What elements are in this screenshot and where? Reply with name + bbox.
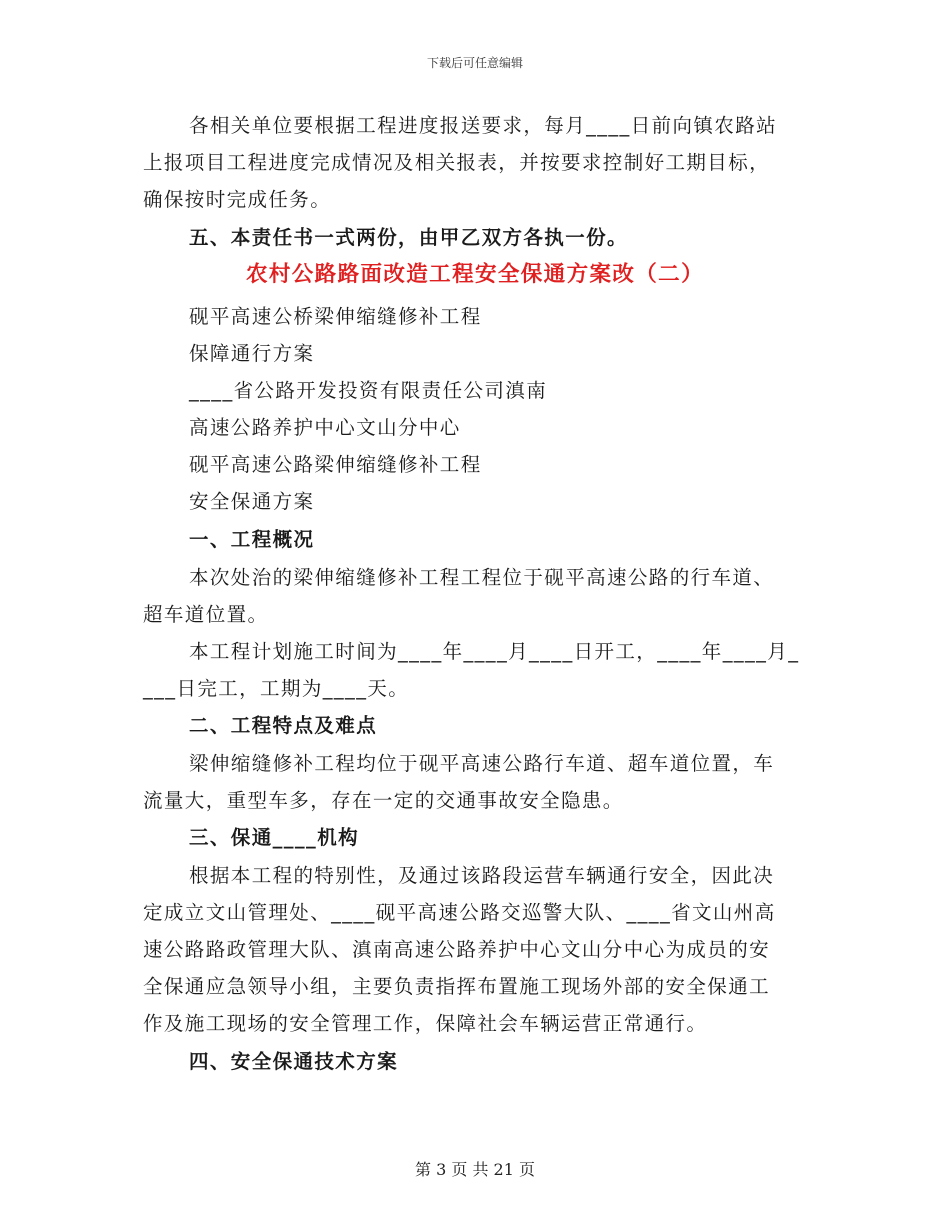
page-footer: 第 3 页 共 21 页 (415, 1160, 535, 1179)
paragraph-line: 根据本工程的特别性，及通过该路段运营车辆通行安全，因此决 (189, 864, 775, 887)
text-line: 高速公路养护中心文山分中心 (189, 416, 461, 439)
document-title: 农村公路路面改造工程安全保通方案改（二） (245, 262, 704, 287)
paragraph-line: 本次处治的梁伸缩缝修补工程工程位于砚平高速公路的行车道、 (189, 566, 775, 589)
page-header: 下载后可任意编辑 (426, 56, 523, 70)
paragraph-line: 全保通应急领导小组，主要负责指挥布置施工现场外部的安全保通工 (143, 975, 771, 998)
text-line: 保障通行方案 (189, 342, 315, 365)
section-item-5: 五、本责任书一式两份，由甲乙双方各执一份。 (189, 226, 628, 249)
paragraph-line: 确保按时完成任务。 (143, 188, 332, 211)
section-heading-2: 二、工程特点及难点 (189, 714, 378, 737)
paragraph-line: 速公路路政管理大队、滇南高速公路养护中心文山分中心为成员的安 (143, 938, 771, 961)
paragraph-line: 本工程计划施工时间为____年____月____日开工，____年____月_ (189, 640, 800, 663)
text-line: 安全保通方案 (189, 490, 315, 513)
paragraph-line: ___日完工，工期为____天。 (143, 677, 410, 700)
text-line: 砚平高速公桥梁伸缩缝修补工程 (189, 305, 482, 328)
paragraph-line: 流量大，重型车多，存在一定的交通事故安全隐患。 (143, 789, 624, 812)
paragraph-line: 上报项目工程进度完成情况及相关报表，并按要求控制好工期目标， (143, 151, 771, 174)
paragraph-line: 各相关单位要根据工程进度报送要求，每月____日前向镇农路站 (189, 114, 778, 137)
text-line: 砚平高速公路梁伸缩缝修补工程 (189, 453, 482, 476)
section-heading-4: 四、安全保通技术方案 (189, 1050, 399, 1073)
paragraph-line: 作及施工现场的安全管理工作，保障社会车辆运营正常通行。 (143, 1012, 708, 1035)
section-heading-3: 三、保通____机构 (189, 826, 360, 849)
paragraph-line: 超车道位置。 (143, 603, 269, 626)
paragraph-line: 定成立文山管理处、____砚平高速公路交巡警大队、____省文山州高 (143, 901, 776, 924)
paragraph-line: 梁伸缩缝修补工程均位于砚平高速公路行车道、超车道位置，车 (189, 752, 775, 775)
text-line: ____省公路开发投资有限责任公司滇南 (189, 379, 548, 402)
section-heading-1: 一、工程概况 (189, 528, 315, 551)
